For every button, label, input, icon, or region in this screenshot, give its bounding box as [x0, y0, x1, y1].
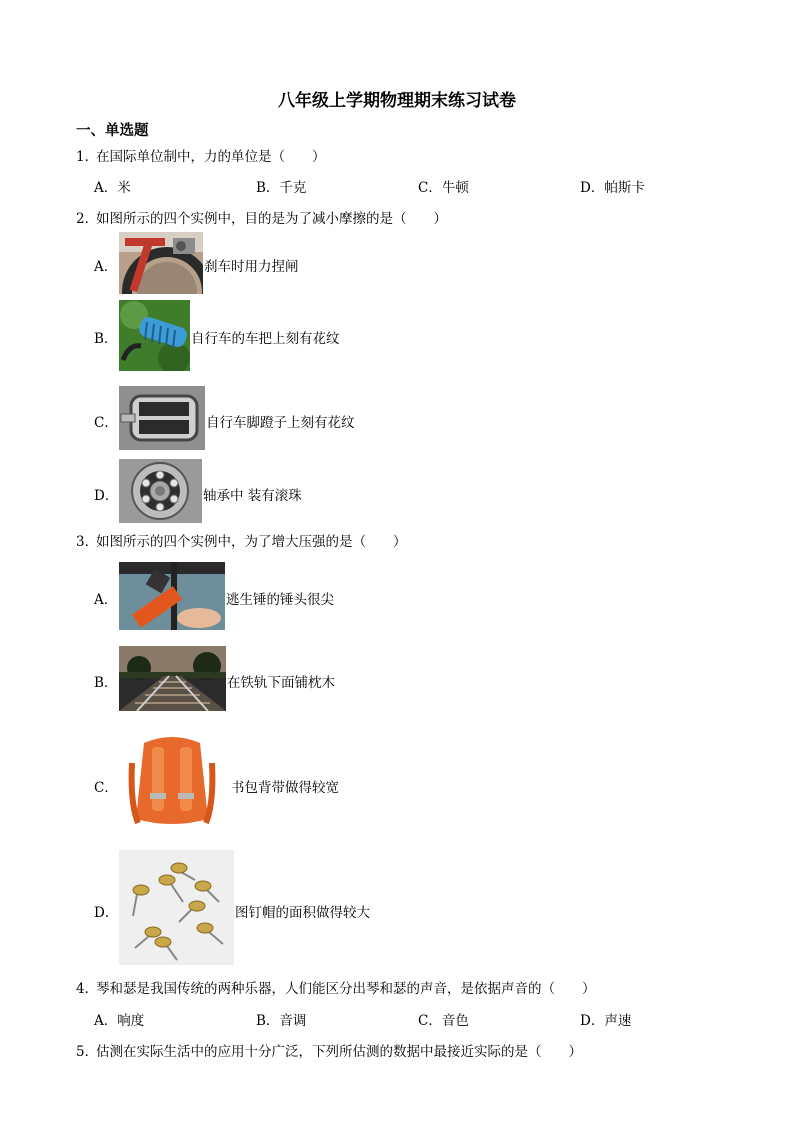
question-number: 2． [76, 211, 99, 227]
q2-option-d-text: 轴承中 装有滚珠 [203, 488, 302, 504]
q3-option-c-text: 书包背带做得较宽 [231, 780, 339, 796]
question-number: 5． [76, 1044, 99, 1060]
q3-option-c-letter[interactable]: C． [94, 780, 118, 796]
q2-option-a-letter[interactable]: A． [94, 259, 118, 275]
option-letter: A． [94, 180, 118, 196]
question-text: 如图所示的四个实例中，目的是为了减小摩擦的是（ ） [96, 211, 447, 227]
question-4 [76, 977, 596, 997]
q2-option-d-letter[interactable]: D． [94, 488, 119, 504]
section-heading: 一、单选题 [76, 123, 149, 139]
question-2 [76, 207, 447, 227]
q3-option-a-letter[interactable]: A． [94, 592, 118, 608]
option-text: 帕斯卡 [604, 180, 645, 196]
question-3 [76, 530, 407, 550]
q3-option-d-letter[interactable]: D． [94, 905, 119, 921]
option-text: 响度 [117, 1013, 145, 1029]
option-text: 牛顿 [441, 180, 469, 196]
question-text: 在国际单位制中，力的单位是（ ） [96, 149, 326, 165]
thumbtacks-image [119, 850, 234, 965]
q4-option-d[interactable] [580, 1009, 631, 1029]
q2-option-a-text: 刹车时用力捏闸 [204, 259, 299, 275]
option-letter: A． [94, 1013, 118, 1029]
question-number: 1． [76, 149, 99, 165]
backpack-image [124, 733, 220, 830]
option-letter: D． [580, 1013, 605, 1029]
q2-option-c-text: 自行车脚蹬子上刻有花纹 [206, 415, 355, 431]
question-1 [76, 145, 326, 165]
q1-option-b[interactable] [256, 176, 306, 196]
q4-option-c[interactable] [418, 1009, 469, 1029]
option-text: 音色 [441, 1013, 469, 1029]
question-text: 琴和瑟是我国传统的两种乐器，人们能区分出琴和瑟的声音，是依据声音的（ ） [96, 981, 596, 997]
q3-option-b-text: 在铁轨下面铺枕木 [227, 675, 335, 691]
ball-bearing-image [119, 459, 202, 523]
bicycle-brake-image [119, 232, 203, 294]
escape-hammer-image [119, 562, 225, 630]
option-text: 音调 [279, 1013, 307, 1029]
option-text: 声速 [604, 1013, 632, 1029]
q2-option-b-text: 自行车的车把上刻有花纹 [191, 331, 340, 347]
q4-option-a[interactable] [94, 1009, 144, 1029]
option-letter: C． [418, 1013, 442, 1029]
q3-option-d-text: 图钉帽的面积做得较大 [235, 905, 370, 921]
option-letter: C． [418, 180, 442, 196]
q3-option-b-letter[interactable]: B． [94, 675, 118, 691]
railway-track-image [119, 646, 226, 711]
question-5 [76, 1040, 582, 1060]
question-number: 3． [76, 534, 99, 550]
option-letter: B． [256, 1013, 280, 1029]
page-title: 八年级上学期物理期末练习试卷 [278, 91, 516, 111]
q1-option-c[interactable] [418, 176, 469, 196]
option-letter: D． [580, 180, 605, 196]
q1-option-d[interactable] [580, 176, 645, 196]
q1-option-a[interactable] [94, 176, 131, 196]
option-letter: B． [256, 180, 280, 196]
option-text: 千克 [279, 180, 307, 196]
bike-handlebar-grip-image [119, 300, 190, 371]
option-text: 米 [117, 180, 131, 196]
question-text: 估测在实际生活中的应用十分广泛，下列所估测的数据中最接近实际的是（ ） [96, 1044, 582, 1060]
q2-option-b-letter[interactable]: B． [94, 331, 118, 347]
q3-option-a-text: 逃生锤的锤头很尖 [226, 592, 334, 608]
question-text: 如图所示的四个实例中，为了增大压强的是（ ） [96, 534, 407, 550]
bike-pedal-image [119, 386, 205, 450]
q2-option-c-letter[interactable]: C． [94, 415, 118, 431]
q4-option-b[interactable] [256, 1009, 306, 1029]
question-number: 4． [76, 981, 99, 997]
